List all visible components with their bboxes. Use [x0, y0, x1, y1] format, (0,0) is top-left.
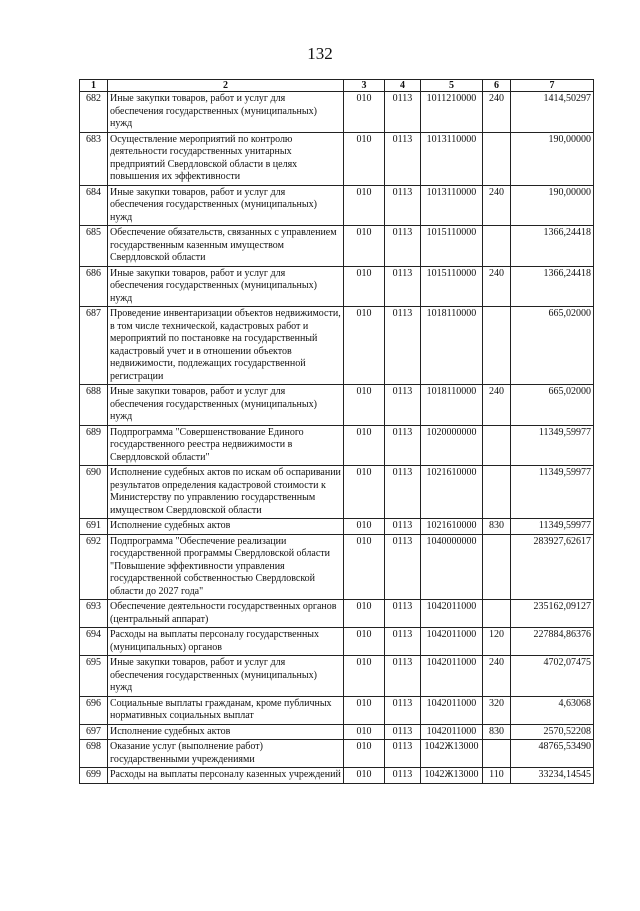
column-header-2: 2 — [108, 80, 344, 92]
row-expense-type-code — [483, 534, 511, 600]
row-target-article-code: 1042Ж13000 — [421, 768, 483, 784]
row-ministry-code: 010 — [344, 519, 385, 535]
table-row — [80, 768, 594, 784]
row-name: Расходы на выплаты персоналу казенных учреждений — [108, 768, 344, 784]
row-expense-type-code — [483, 307, 511, 385]
row-ministry-code: 010 — [344, 307, 385, 385]
row-target-article-code: 1042011000 — [421, 628, 483, 656]
column-header-4: 4 — [385, 80, 421, 92]
row-amount: 11349,59977 — [511, 425, 594, 466]
row-expense-type-code: 320 — [483, 696, 511, 724]
row-name: Исполнение судебных актов — [108, 519, 344, 535]
column-header-5: 5 — [421, 80, 483, 92]
row-expense-type-code: 240 — [483, 185, 511, 226]
row-number: 686 — [80, 266, 108, 307]
column-header-6: 6 — [483, 80, 511, 92]
row-target-article-code: 1042011000 — [421, 696, 483, 724]
row-amount: 190,00000 — [511, 185, 594, 226]
row-section-code: 0113 — [385, 656, 421, 697]
row-ministry-code: 010 — [344, 185, 385, 226]
row-number: 698 — [80, 740, 108, 768]
table-row — [80, 226, 594, 267]
row-number: 694 — [80, 628, 108, 656]
row-number: 695 — [80, 656, 108, 697]
row-number: 690 — [80, 466, 108, 519]
row-section-code: 0113 — [385, 92, 421, 133]
row-section-code: 0113 — [385, 425, 421, 466]
row-ministry-code: 010 — [344, 385, 385, 426]
row-amount: 665,02000 — [511, 307, 594, 385]
budget-table — [79, 79, 594, 784]
row-number: 684 — [80, 185, 108, 226]
row-name: Подпрограмма "Совершенствование Единого государственного реестра недвижимости в Свердловской области" — [108, 425, 344, 466]
row-amount: 235162,09127 — [511, 600, 594, 628]
row-ministry-code: 010 — [344, 628, 385, 656]
table-row — [80, 656, 594, 697]
row-expense-type-code: 240 — [483, 266, 511, 307]
row-name: Расходы на выплаты персоналу государственных (муниципальных) органов — [108, 628, 344, 656]
row-amount: 665,02000 — [511, 385, 594, 426]
row-target-article-code: 1042011000 — [421, 724, 483, 740]
table-row — [80, 385, 594, 426]
row-number: 685 — [80, 226, 108, 267]
row-amount: 48765,53490 — [511, 740, 594, 768]
row-name: Обеспечение обязательств, связанных с управлением государственным казенным имуществом Свердловской области — [108, 226, 344, 267]
row-section-code: 0113 — [385, 696, 421, 724]
row-section-code: 0113 — [385, 519, 421, 535]
row-section-code: 0113 — [385, 534, 421, 600]
row-name: Осуществление мероприятий по контролю деятельности государственных унитарных предприятий Свердловской области в целях повышения их эффективности — [108, 132, 344, 185]
row-expense-type-code: 240 — [483, 656, 511, 697]
row-section-code: 0113 — [385, 466, 421, 519]
row-expense-type-code — [483, 740, 511, 768]
row-amount: 1366,24418 — [511, 266, 594, 307]
row-expense-type-code — [483, 226, 511, 267]
row-expense-type-code: 120 — [483, 628, 511, 656]
row-section-code: 0113 — [385, 628, 421, 656]
row-expense-type-code: 830 — [483, 724, 511, 740]
column-header-3: 3 — [344, 80, 385, 92]
row-amount: 1366,24418 — [511, 226, 594, 267]
row-ministry-code: 010 — [344, 226, 385, 267]
row-ministry-code: 010 — [344, 696, 385, 724]
row-target-article-code: 1021610000 — [421, 466, 483, 519]
row-name: Иные закупки товаров, работ и услуг для обеспечения государственных (муниципальных) нужд — [108, 656, 344, 697]
row-section-code: 0113 — [385, 307, 421, 385]
row-ministry-code: 010 — [344, 724, 385, 740]
row-section-code: 0113 — [385, 385, 421, 426]
header-row — [80, 80, 594, 92]
row-amount: 1414,50297 — [511, 92, 594, 133]
row-expense-type-code — [483, 600, 511, 628]
row-expense-type-code — [483, 466, 511, 519]
row-number: 697 — [80, 724, 108, 740]
row-name: Иные закупки товаров, работ и услуг для обеспечения государственных (муниципальных) нужд — [108, 385, 344, 426]
table-row — [80, 534, 594, 600]
row-number: 696 — [80, 696, 108, 724]
row-expense-type-code — [483, 132, 511, 185]
table-row — [80, 519, 594, 535]
table-row — [80, 628, 594, 656]
row-amount: 2570,52208 — [511, 724, 594, 740]
row-amount: 4702,07475 — [511, 656, 594, 697]
table-row — [80, 307, 594, 385]
row-ministry-code: 010 — [344, 266, 385, 307]
row-number: 692 — [80, 534, 108, 600]
row-amount: 283927,62617 — [511, 534, 594, 600]
row-expense-type-code: 830 — [483, 519, 511, 535]
row-amount: 4,63068 — [511, 696, 594, 724]
table-row — [80, 740, 594, 768]
row-target-article-code: 1013110000 — [421, 185, 483, 226]
row-target-article-code: 1020000000 — [421, 425, 483, 466]
row-number: 687 — [80, 307, 108, 385]
table-row — [80, 600, 594, 628]
row-name: Подпрограмма "Обеспечение реализации государственной программы Свердловской области "Повышение эффективности управления государственной собственностью Свердловской области до 2027 года" — [108, 534, 344, 600]
row-ministry-code: 010 — [344, 600, 385, 628]
table-body — [80, 92, 594, 784]
row-target-article-code: 1015110000 — [421, 226, 483, 267]
row-number: 699 — [80, 768, 108, 784]
row-target-article-code: 1042Ж13000 — [421, 740, 483, 768]
row-amount: 11349,59977 — [511, 466, 594, 519]
row-target-article-code: 1042011000 — [421, 600, 483, 628]
row-ministry-code: 010 — [344, 425, 385, 466]
row-target-article-code: 1021610000 — [421, 519, 483, 535]
table-row — [80, 696, 594, 724]
row-name: Иные закупки товаров, работ и услуг для обеспечения государственных (муниципальных) нужд — [108, 92, 344, 133]
row-number: 683 — [80, 132, 108, 185]
row-expense-type-code — [483, 425, 511, 466]
row-section-code: 0113 — [385, 600, 421, 628]
row-target-article-code: 1015110000 — [421, 266, 483, 307]
row-name: Социальные выплаты гражданам, кроме публичных нормативных социальных выплат — [108, 696, 344, 724]
row-name: Иные закупки товаров, работ и услуг для обеспечения государственных (муниципальных) нужд — [108, 185, 344, 226]
row-amount: 33234,14545 — [511, 768, 594, 784]
row-section-code: 0113 — [385, 185, 421, 226]
row-name: Оказание услуг (выполнение работ) государственными учреждениями — [108, 740, 344, 768]
row-ministry-code: 010 — [344, 534, 385, 600]
row-target-article-code: 1013110000 — [421, 132, 483, 185]
row-target-article-code: 1018110000 — [421, 307, 483, 385]
row-ministry-code: 010 — [344, 656, 385, 697]
row-section-code: 0113 — [385, 724, 421, 740]
row-number: 688 — [80, 385, 108, 426]
table-row — [80, 92, 594, 133]
row-ministry-code: 010 — [344, 132, 385, 185]
row-amount: 227884,86376 — [511, 628, 594, 656]
row-expense-type-code: 240 — [483, 92, 511, 133]
table-header — [80, 80, 594, 92]
row-ministry-code: 010 — [344, 466, 385, 519]
column-header-7: 7 — [511, 80, 594, 92]
row-section-code: 0113 — [385, 740, 421, 768]
row-expense-type-code: 240 — [483, 385, 511, 426]
row-ministry-code: 010 — [344, 740, 385, 768]
row-section-code: 0113 — [385, 226, 421, 267]
table-row — [80, 425, 594, 466]
row-name: Исполнение судебных актов — [108, 724, 344, 740]
row-target-article-code: 1042011000 — [421, 656, 483, 697]
table-row — [80, 185, 594, 226]
row-target-article-code: 1040000000 — [421, 534, 483, 600]
row-name: Обеспечение деятельности государственных органов (центральный аппарат) — [108, 600, 344, 628]
row-ministry-code: 010 — [344, 92, 385, 133]
row-target-article-code: 1011210000 — [421, 92, 483, 133]
row-number: 682 — [80, 92, 108, 133]
table-row — [80, 466, 594, 519]
column-header-1: 1 — [80, 80, 108, 92]
row-name: Проведение инвентаризации объектов недвижимости, в том числе технической, кадастровых работ и мероприятий по постановке на государственный кадастровый учет и в отношении объектов недвижимости, подлежащих государственной регистрации — [108, 307, 344, 385]
row-number: 691 — [80, 519, 108, 535]
row-number: 689 — [80, 425, 108, 466]
row-number: 693 — [80, 600, 108, 628]
table-row — [80, 724, 594, 740]
table-row — [80, 132, 594, 185]
row-section-code: 0113 — [385, 132, 421, 185]
row-target-article-code: 1018110000 — [421, 385, 483, 426]
row-section-code: 0113 — [385, 266, 421, 307]
table-row — [80, 266, 594, 307]
row-amount: 11349,59977 — [511, 519, 594, 535]
row-name: Иные закупки товаров, работ и услуг для обеспечения государственных (муниципальных) нужд — [108, 266, 344, 307]
row-ministry-code: 010 — [344, 768, 385, 784]
row-amount: 190,00000 — [511, 132, 594, 185]
row-name: Исполнение судебных актов по искам об оспаривании результатов определения кадастровой стоимости к Министерству по управлению государственным имуществом Свердловской области — [108, 466, 344, 519]
page-number: 132 — [307, 44, 333, 63]
row-section-code: 0113 — [385, 768, 421, 784]
row-expense-type-code: 110 — [483, 768, 511, 784]
